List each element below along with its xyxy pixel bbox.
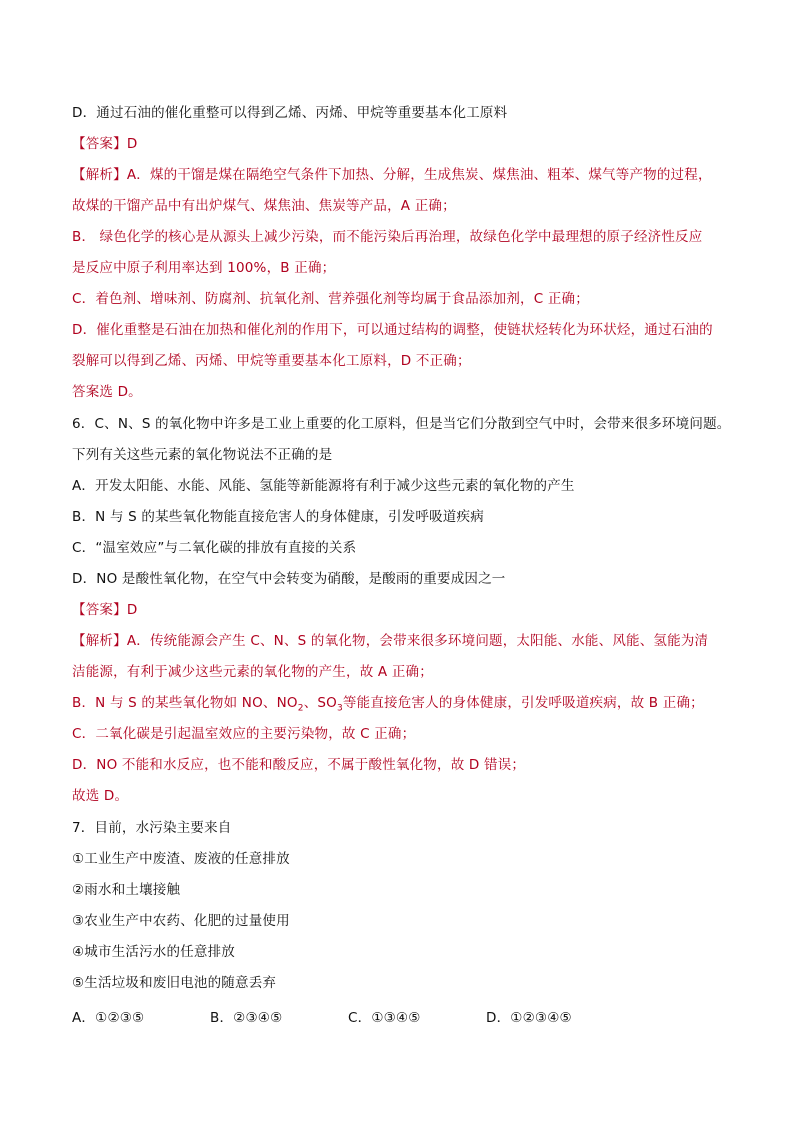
q6-analysis-c: C．二氧化碳是引起温室效应的主要污染物，故 C 正确；: [72, 726, 416, 742]
q5-analysis-a-line2: 故煤的干馏产品中有出炉煤气、煤焦油、焦炭等产品，A 正确；: [72, 198, 456, 214]
analysis-b-pre: B．N 与 S 的某些氧化物如 NO、NO: [72, 695, 298, 711]
analysis-b-mid: 、SO: [303, 695, 337, 711]
q6-analysis-a-line1: [72, 632, 732, 650]
q7-stem: 7．目前，水污染主要来自: [72, 820, 232, 836]
q5-answer-line: [72, 135, 732, 153]
q6-answer-line: [72, 601, 732, 619]
q6-stem-line1: 6．C、N、S 的氧化物中许多是工业上重要的化工原料，但是当它们分散到空气中时，会带来很多环境问题。: [72, 416, 731, 432]
q6-stem-line2: 下列有关这些元素的氧化物说法不正确的是: [72, 447, 333, 463]
q7-choice-c: C．①③④⑤: [348, 1010, 421, 1026]
q7-choice-a: A．①②③⑤: [72, 1010, 145, 1026]
q6-conclusion: 故选 D。: [72, 788, 129, 804]
analysis-tag: 【解析】: [72, 167, 127, 183]
q5-analysis-b-line1: B． 绿色化学的核心是从源头上减少污染，而不能污染后再治理，故绿色化学中最理想的原子经济性反应: [72, 229, 703, 245]
q7-item-4: ④城市生活污水的任意排放: [72, 944, 236, 960]
q7-item-2: ②雨水和土壤接触: [72, 882, 181, 898]
q5-analysis-d-line2: 裂解可以得到乙烯、丙烯、甲烷等重要基本化工原料，D 不正确；: [72, 353, 471, 369]
q6-analysis-a-line2: 洁能源，有利于减少这些元素的氧化物的产生，故 A 正确；: [72, 664, 433, 680]
analysis-text: A．传统能源会产生 C、N、S 的氧化物，会带来很多环境问题，太阳能、水能、风能、氢能为清: [126, 633, 709, 649]
q5-conclusion: 答案选 D。: [72, 384, 142, 400]
q6-analysis-d: D．NO 不能和水反应，也不能和酸反应，不属于酸性氧化物，故 D 错误；: [72, 757, 526, 773]
q7-choice-d: D．①②③④⑤: [486, 1010, 572, 1026]
answer-value: D: [126, 602, 138, 618]
q7-choice-b: B．②③④⑤: [210, 1010, 283, 1026]
q5-option-d: D．通过石油的催化重整可以得到乙烯、丙烯、甲烷等重要基本化工原料: [72, 105, 508, 121]
q5-analysis-c: C．着色剂、增味剂、防腐剂、抗氧化剂、营养强化剂等均属于食品添加剂，C 正确；: [72, 291, 589, 307]
q5-analysis-d-line1: D．催化重整是石油在加热和催化剂的作用下，可以通过结构的调整，使链状烃转化为环状烃，通过石油的: [72, 322, 713, 338]
q6-option-b: B．N 与 S 的某些氧化物能直接危害人的身体健康，引发呼吸道疾病: [72, 509, 484, 525]
q6-option-c: C．“温室效应”与二氧化碳的排放有直接的关系: [72, 540, 357, 556]
analysis-b-post: 等能直接危害人的身体健康，引发呼吸道疾病，故 B 正确；: [342, 695, 704, 711]
answer-tag: 【答案】: [72, 136, 127, 152]
analysis-tag: 【解析】: [72, 633, 127, 649]
subscript: 2: [297, 703, 304, 714]
q5-analysis-a-line1: [72, 166, 732, 184]
q7-item-5: ⑤生活垃圾和废旧电池的随意丢弃: [72, 975, 277, 991]
q5-analysis-b-line2: 是反应中原子利用率达到 100%，B 正确；: [72, 260, 336, 276]
q7-choices: [72, 1009, 732, 1027]
q6-analysis-b: [72, 694, 732, 712]
answer-value: D: [126, 136, 138, 152]
q6-option-d: D．NO 是酸性氧化物，在空气中会转变为硝酸，是酸雨的重要成因之一: [72, 571, 506, 587]
answer-tag: 【答案】: [72, 602, 127, 618]
subscript: 3: [336, 703, 343, 714]
q6-option-a: A．开发太阳能、水能、风能、氢能等新能源将有利于减少这些元素的氧化物的产生: [72, 478, 575, 494]
q7-item-3: ③农业生产中农药、化肥的过量使用: [72, 913, 290, 929]
q7-item-1: ①工业生产中废渣、废液的任意排放: [72, 851, 290, 867]
analysis-text: A．煤的干馏是煤在隔绝空气条件下加热、分解，生成焦炭、煤焦油、粗苯、煤气等产物的过程，: [126, 167, 712, 183]
